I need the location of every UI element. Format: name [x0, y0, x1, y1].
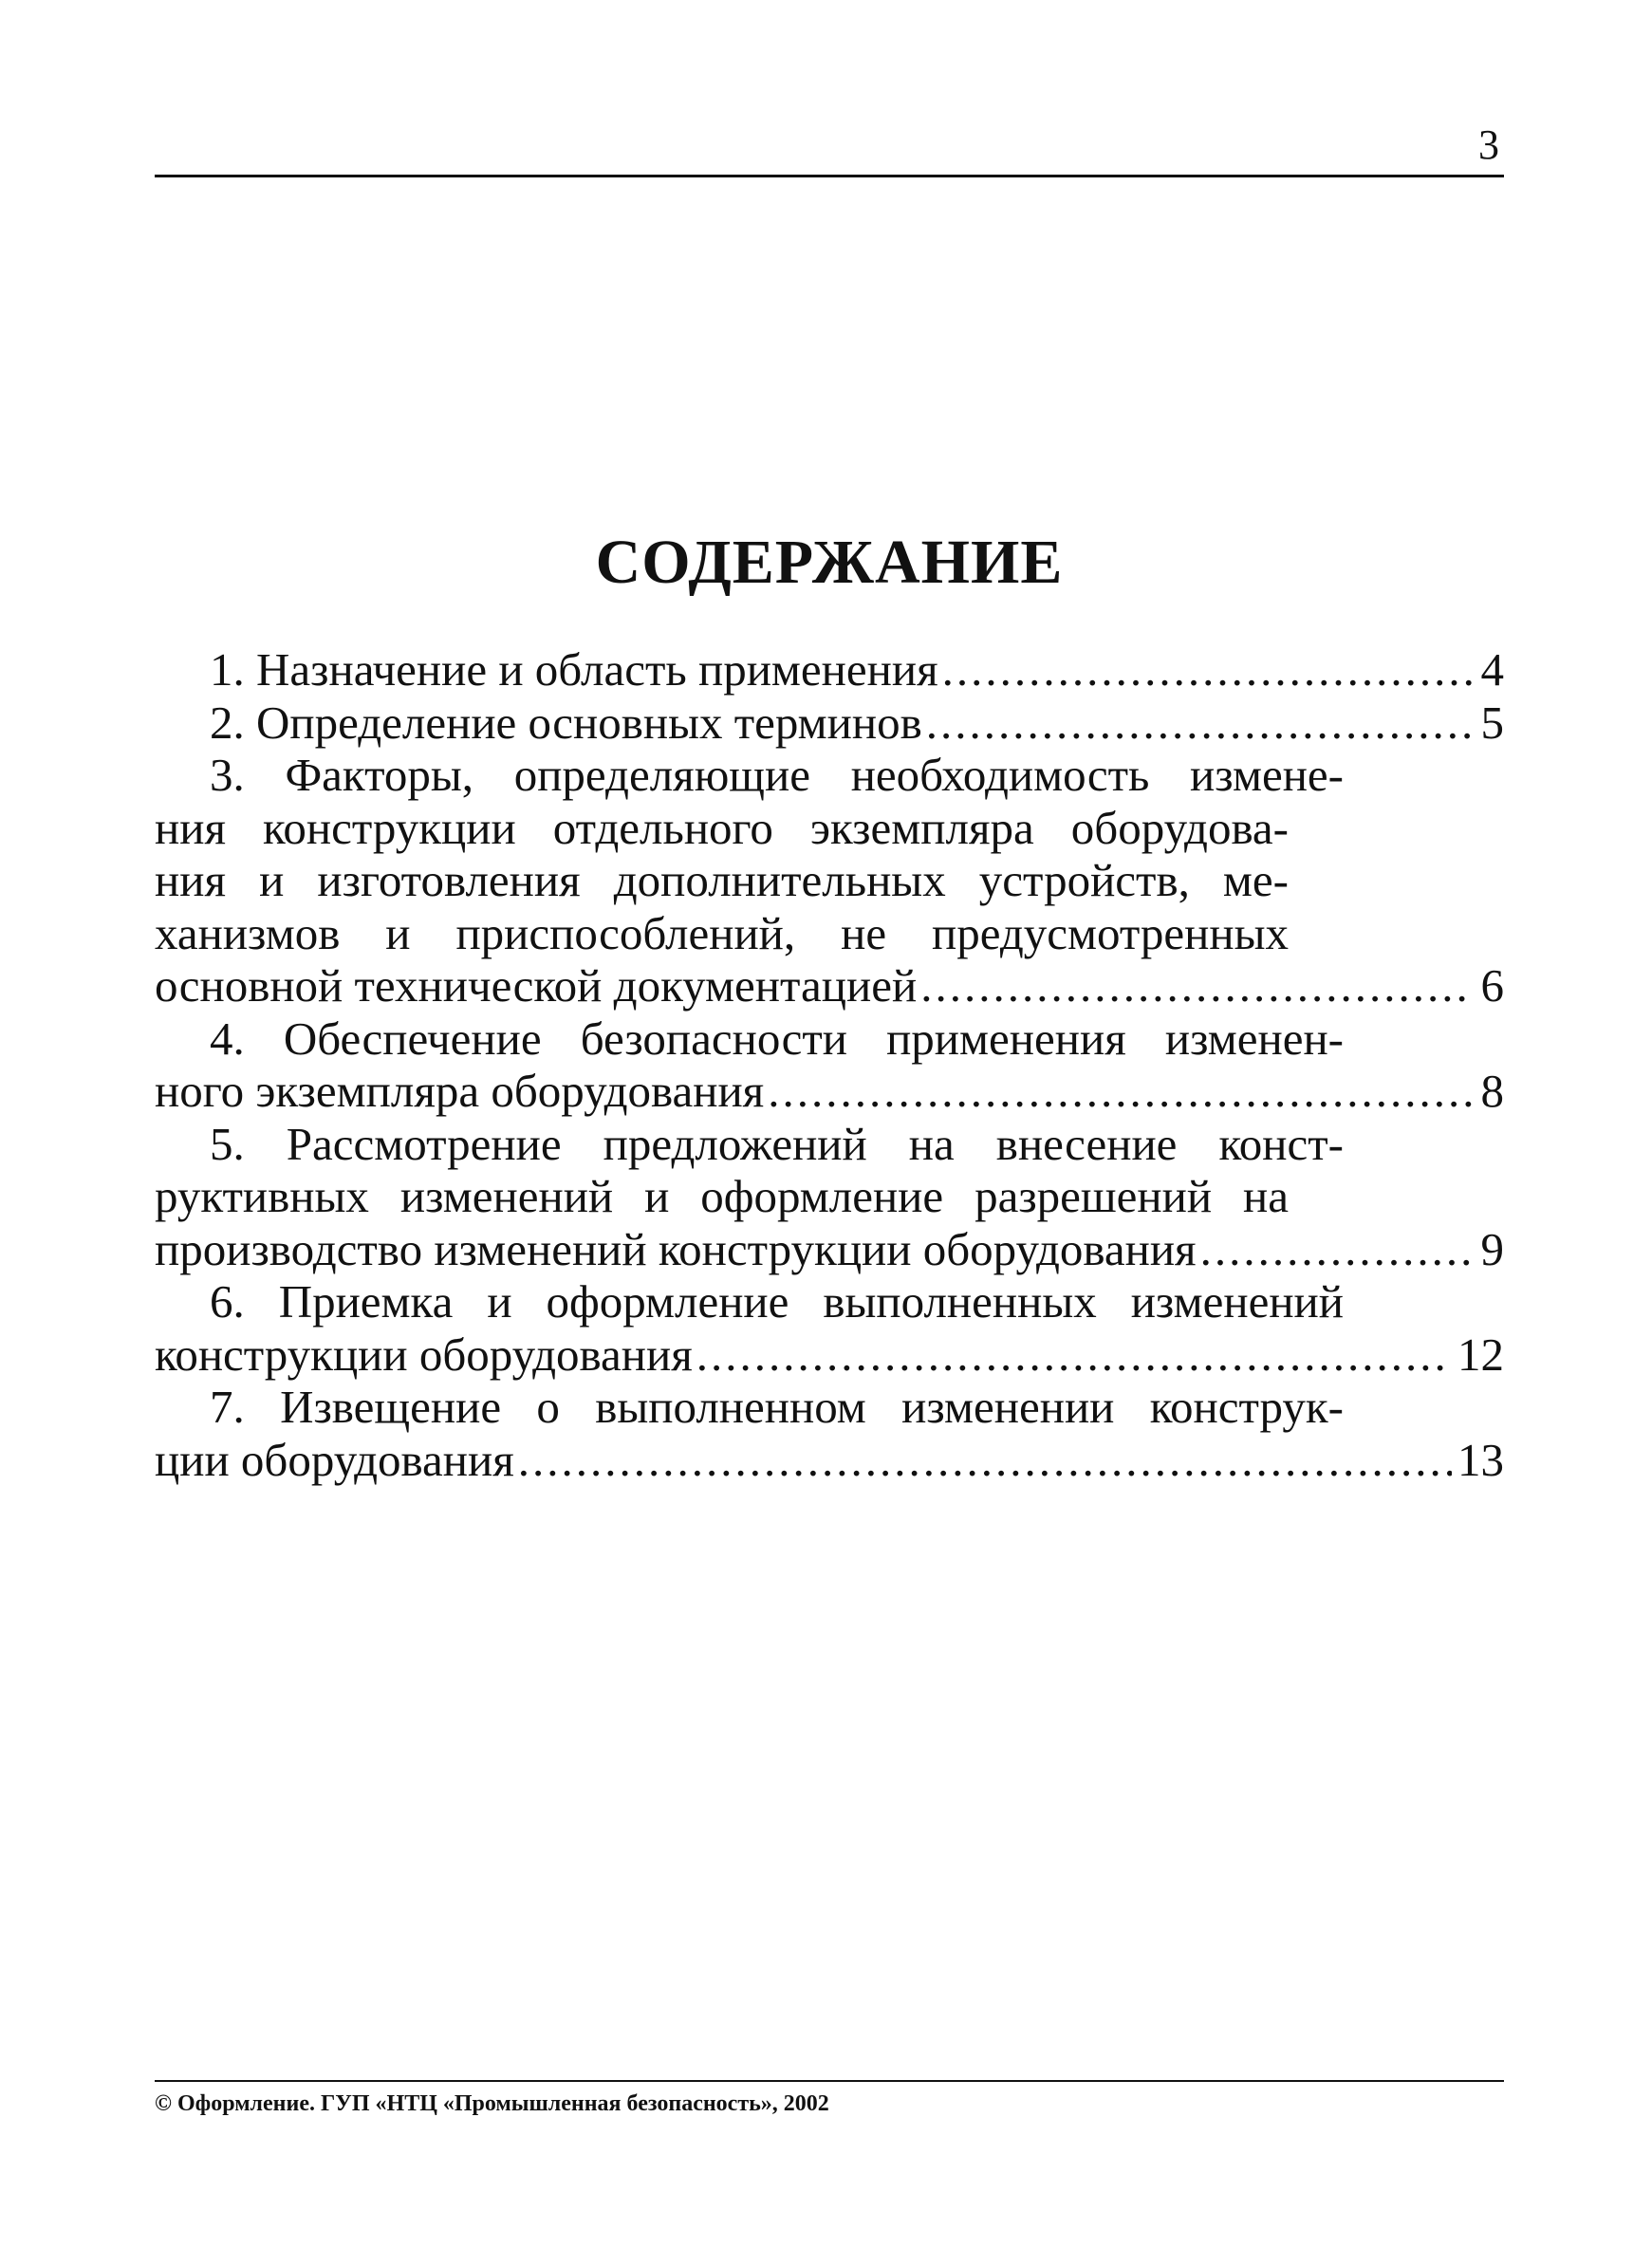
toc-entry-4-line-1: 4. Обеспечение безопасности применения изменен-: [210, 1012, 1344, 1065]
toc-entry-4[interactable]: [155, 1012, 1504, 1118]
toc-entry-3-line-5: основной технической документацией: [155, 959, 918, 1012]
toc-entry-5-line-1: 5. Рассмотрение предложений на внесение конст-: [210, 1117, 1344, 1170]
toc-entry-2[interactable]: [155, 697, 1504, 750]
toc-entry-3-line-3: ния и изготовления дополнительных устройств, ме-: [155, 854, 1289, 906]
table-of-contents: [155, 643, 1504, 1486]
toc-entry-5-line-3: производство изменений конструкции оборудования: [155, 1222, 1197, 1275]
toc-entry-6-line-1: 6. Приемка и оформление выполненных изменений: [210, 1275, 1344, 1328]
toc-entry-4-page: 8: [1480, 1065, 1504, 1117]
toc-entry-7[interactable]: [155, 1381, 1504, 1486]
toc-entry-3-line-2: ния конструкции отдельного экземпляра оборудова-: [155, 801, 1289, 854]
toc-entry-5-line-2: руктивных изменений и оформление разрешений на: [155, 1170, 1289, 1222]
toc-title: СОДЕРЖАНИЕ: [595, 528, 1064, 597]
toc-entry-3-line-4: ханизмов и приспособлений, не предусмотренных: [155, 906, 1289, 959]
toc-entry-3-page: 6: [1480, 959, 1504, 1012]
toc-entry-7-line-2: ции оборудования: [155, 1433, 514, 1486]
toc-entry-3[interactable]: [155, 749, 1504, 1012]
dot-leader: [942, 643, 1472, 697]
dot-leader: [920, 959, 1472, 1012]
dot-leader: [1200, 1223, 1472, 1276]
copyright-icon: ©: [155, 2091, 172, 2116]
footer-divider: [155, 2080, 1504, 2082]
dot-leader: [926, 697, 1472, 750]
toc-entry-7-page: 13: [1457, 1433, 1504, 1486]
header-divider: [155, 175, 1504, 177]
toc-entry-3-line-1: 3. Факторы, определяющие необходимость измене-: [210, 749, 1344, 801]
toc-entry-7-line-1: 7. Извещение о выполненном изменении конструк-: [210, 1381, 1344, 1433]
footer-copyright-text: Оформление. ГУП «НТЦ «Промышленная безопасность», 2002: [176, 2091, 829, 2116]
toc-entry-5[interactable]: [155, 1118, 1504, 1276]
toc-entry-2-page: 5: [1480, 696, 1504, 749]
toc-entry-6-page: 12: [1457, 1328, 1504, 1381]
toc-entry-6-line-2: конструкции оборудования: [155, 1328, 693, 1381]
dot-leader: [768, 1065, 1472, 1118]
toc-entry-2-text: 2. Определение основных терминов: [210, 696, 922, 749]
toc-entry-5-page: 9: [1480, 1222, 1504, 1275]
dot-leader: [518, 1434, 1452, 1487]
toc-entry-1-text: 1. Назначение и область применения: [210, 643, 938, 696]
toc-entry-1[interactable]: [155, 643, 1504, 697]
dot-leader: [696, 1328, 1452, 1382]
page-number: 3: [1478, 121, 1499, 168]
footer-copyright: [155, 2090, 829, 2118]
toc-entry-4-line-2: ного экземпляра оборудования: [155, 1065, 765, 1117]
toc-entry-6[interactable]: [155, 1275, 1504, 1381]
toc-entry-1-page: 4: [1480, 643, 1504, 696]
